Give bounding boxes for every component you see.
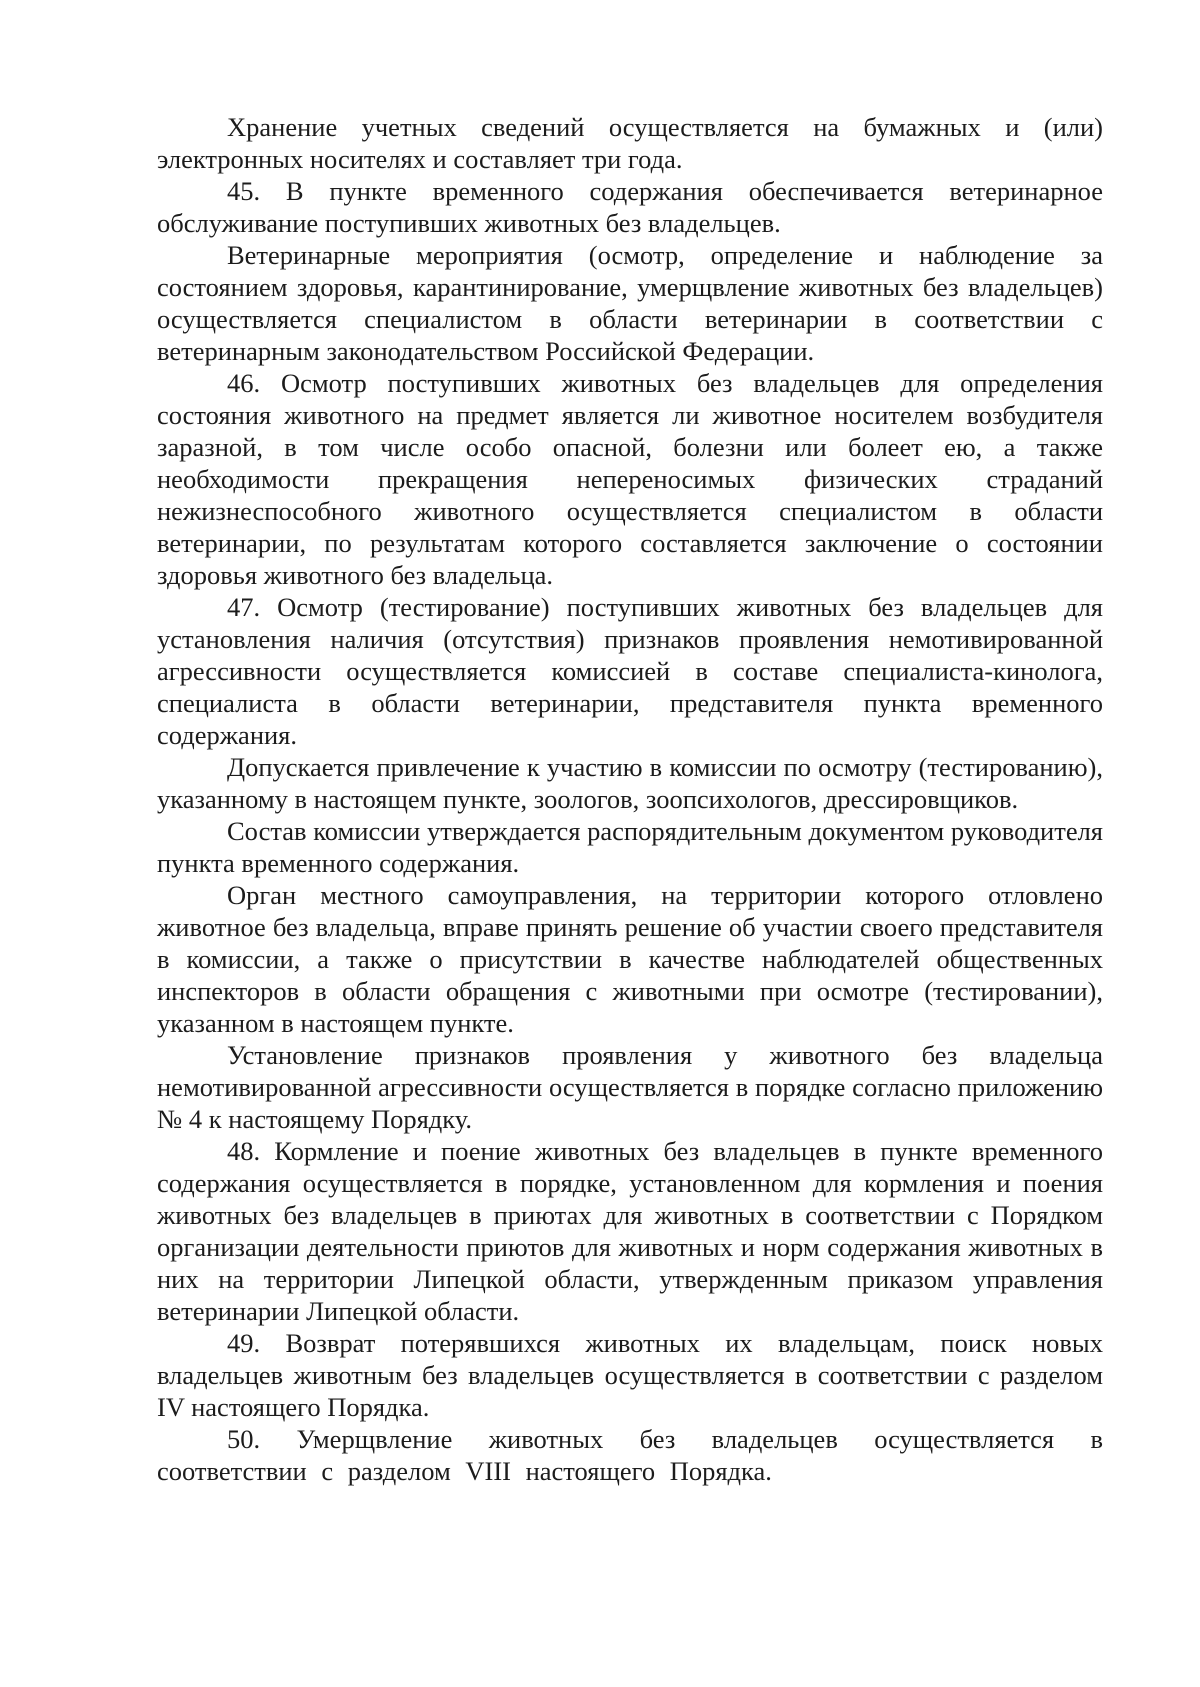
paragraph-aggression-signs: Установление признаков проявления у животного без владельца немотивированной агрессивности осуществляется в порядке согласно приложению № 4 к настоящему Порядку. — [157, 1040, 1103, 1134]
document-body — [157, 111, 1103, 1487]
paragraph-item-47: 47. Осмотр (тестирование) поступивших животных без владельцев для установления наличия (отсутствия) признаков проявления немотивированной агрессивности осуществляется комиссией в составе специалиста-кинолога, специалиста в области ветеринарии, представителя пункта временного содержания. — [157, 592, 1103, 750]
paragraph-commission-composition: Состав комиссии утверждается распорядительным документом руководителя пункта временного содержания. — [157, 816, 1103, 878]
paragraph-item-48: 48. Кормление и поение животных без владельцев в пункте временного содержания осуществляется в порядке, установленном для кормления и поения животных без владельцев в приютах для животных в соответствии с Порядком организации деятельности приютов для животных и норм содержания животных в них на территории Липецкой области, утвержденным приказом управления ветеринарии Липецкой области. — [157, 1136, 1103, 1326]
paragraph-record-storage: Хранение учетных сведений осуществляется на бумажных и (или) электронных носителях и составляет три года. — [157, 112, 1103, 174]
paragraph-commission-experts: Допускается привлечение к участию в комиссии по осмотру (тестированию), указанному в настоящем пункте, зоологов, зоопсихологов, дрессировщиков. — [157, 752, 1103, 814]
paragraph-item-46: 46. Осмотр поступивших животных без владельцев для определения состояния животного на предмет является ли животное носителем возбудителя заразной, в том числе особо опасной, болезни или болеет ею, а также необходимости прекращения непереносимых физических страданий нежизнеспособного животного осуществляется специалистом в области ветеринарии, по результатам которого составляется заключение о состоянии здоровья животного без владельца. — [157, 368, 1103, 590]
paragraph-item-45: 45. В пункте временного содержания обеспечивается ветеринарное обслуживание поступивших животных без владельцев. — [157, 176, 1103, 238]
paragraph-item-50: 50. Умерщвление животных без владельцев осуществляется в соответствии с разделом VIII настоящего Порядка. — [157, 1424, 1103, 1486]
paragraph-veterinary-measures: Ветеринарные мероприятия (осмотр, определение и наблюдение за состоянием здоровья, карантинирование, умерщвление животных без владельцев) осуществляется специалистом в области ветеринарии в соответствии с ветеринарным законодательством Российской Федерации. — [157, 240, 1103, 366]
paragraph-item-49: 49. Возврат потерявшихся животных их владельцам, поиск новых владельцев животным без владельцев осуществляется в соответствии с разделом IV настоящего Порядка. — [157, 1328, 1103, 1422]
paragraph-local-government: Орган местного самоуправления, на территории которого отловлено животное без владельца, вправе принять решение об участии своего представителя в комиссии, а также о присутствии в качестве наблюдателей общественных инспекторов в области обращения с животными при осмотре (тестировании), указанном в настоящем пункте. — [157, 880, 1103, 1038]
